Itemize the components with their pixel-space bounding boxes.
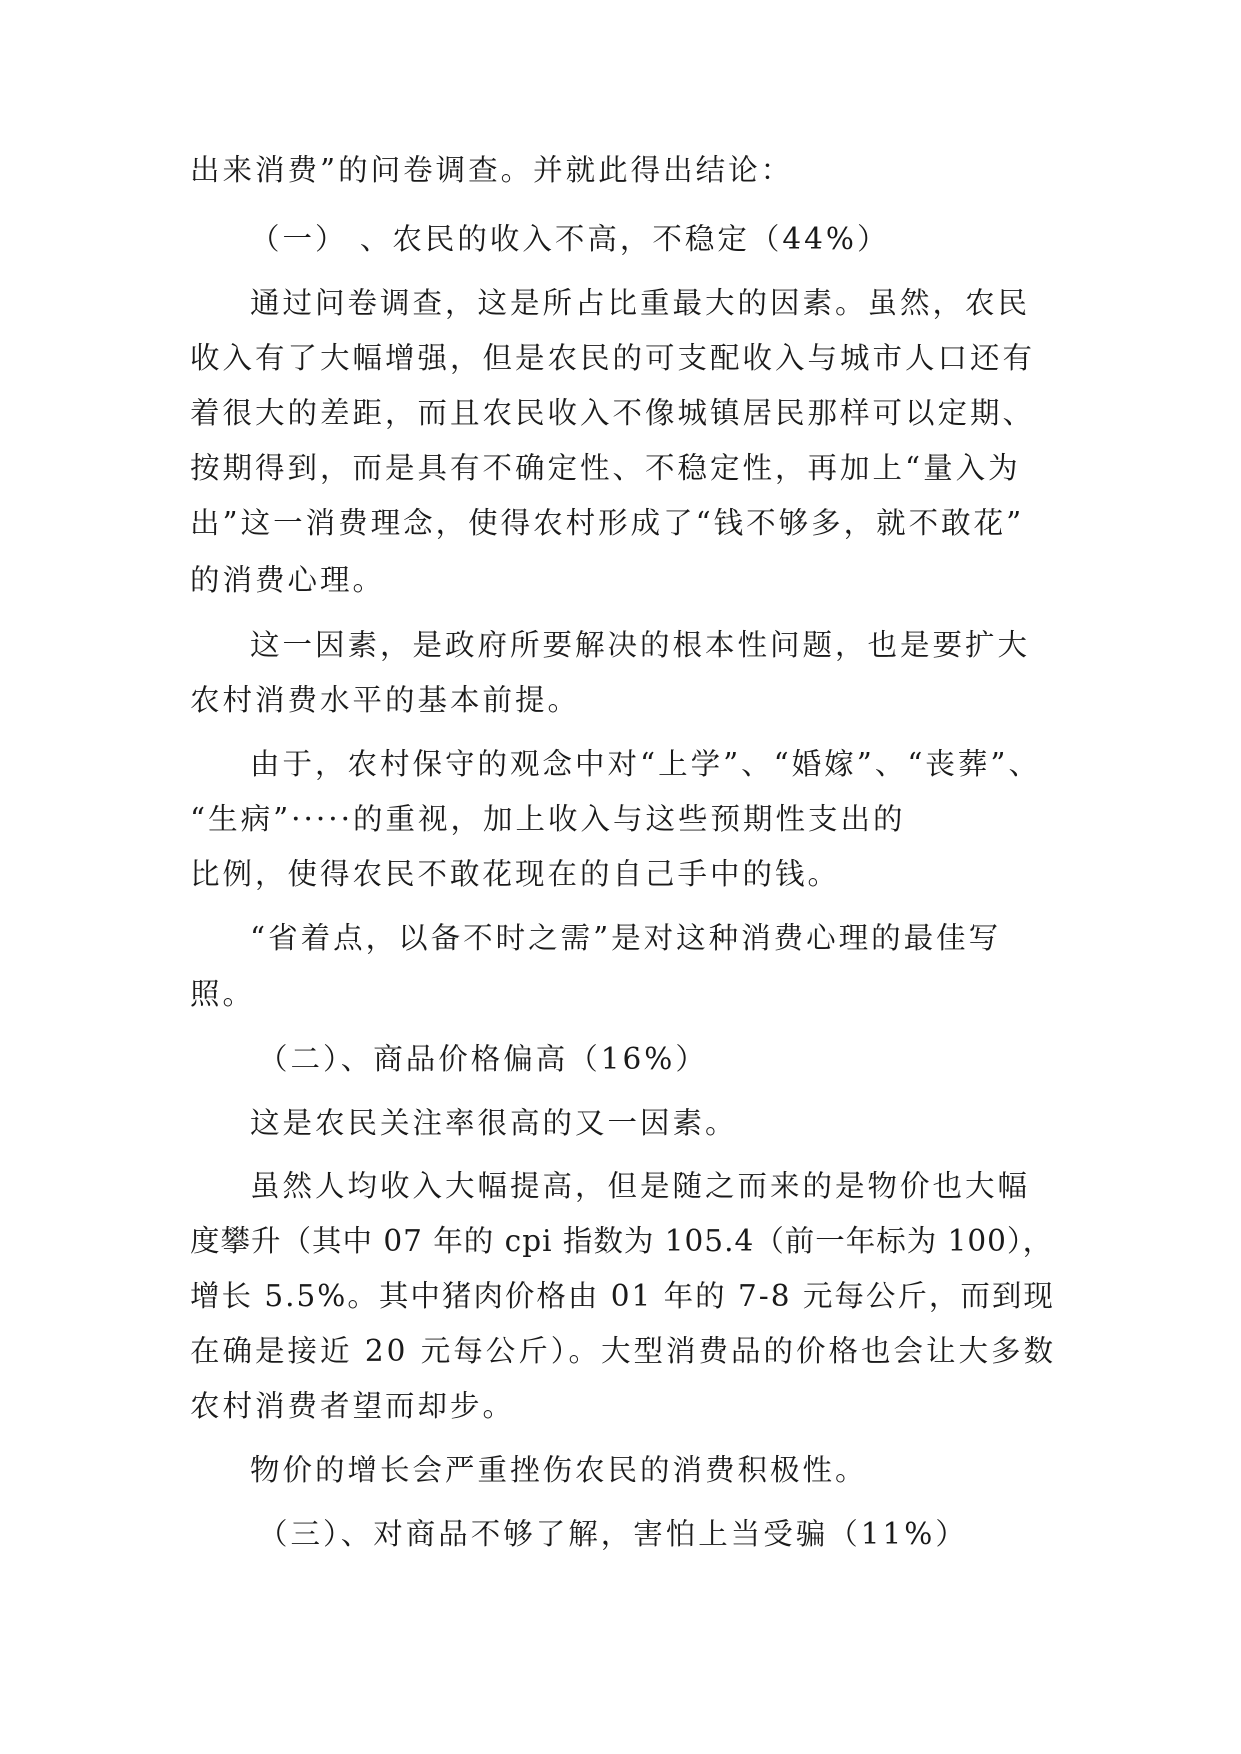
text-line: 这一因素，是政府所要解决的根本性问题，也是要扩大 xyxy=(250,628,1031,662)
text-line: 虽然人均收入大幅提高，但是随之而来的是物价也大幅 xyxy=(250,1169,1031,1203)
text-line: 比例，使得农民不敢花现在的自己手中的钱。 xyxy=(190,857,841,891)
text-line: 出”这一消费理念，使得农村形成了“钱不够多，就不敢花” xyxy=(190,506,1025,540)
text-line: “生病”·····的重视，加上收入与这些预期性支出的 xyxy=(190,802,906,836)
text-line: 农村消费水平的基本前提。 xyxy=(190,683,581,717)
section-heading-1: （一） 、农民的收入不高，不稳定（44%） xyxy=(250,222,890,256)
text-line: 着很大的差距，而且农民收入不像城镇居民那样可以定期、 xyxy=(190,396,1036,430)
text-line: 物价的增长会严重挫伤农民的消费积极性。 xyxy=(250,1453,868,1487)
section-heading-3: （三）、对商品不够了解，害怕上当受骗（11%） xyxy=(258,1517,968,1551)
text-line: 按期得到，而是具有不确定性、不稳定性，再加上“量入为 xyxy=(190,451,1021,485)
text-line: 农村消费者望而却步。 xyxy=(190,1389,516,1423)
text-line: 收入有了大幅增强，但是农民的可支配收入与城市人口还有 xyxy=(190,341,1036,375)
text-line: 的消费心理。 xyxy=(190,563,386,597)
section-heading-2: （二）、商品价格偏高（16%） xyxy=(258,1042,708,1076)
text-line: 照。 xyxy=(190,977,256,1011)
text-line: 由于，农村保守的观念中对“上学”、“婚嫁”、“丧葬”、 xyxy=(250,747,1041,781)
text-line: 通过问卷调查，这是所占比重最大的因素。虽然，农民 xyxy=(250,286,1031,320)
text-line: 在确是接近 20 元每公斤）。大型消费品的价格也会让大多数 xyxy=(190,1334,1057,1368)
text-line: “省着点，以备不时之需”是对这种消费心理的最佳写 xyxy=(250,921,1002,955)
text-line: 这是农民关注率很高的又一因素。 xyxy=(250,1106,738,1140)
text-line: 出来消费”的问卷调查。并就此得出结论： xyxy=(190,153,794,187)
text-line: 度攀升（其中 07 年的 cpi 指数为 105.4（前一年标为 100）， xyxy=(190,1224,1054,1258)
text-line: 增长 5.5%。其中猪肉价格由 01 年的 7-8 元每公斤，而到现 xyxy=(190,1279,1055,1313)
